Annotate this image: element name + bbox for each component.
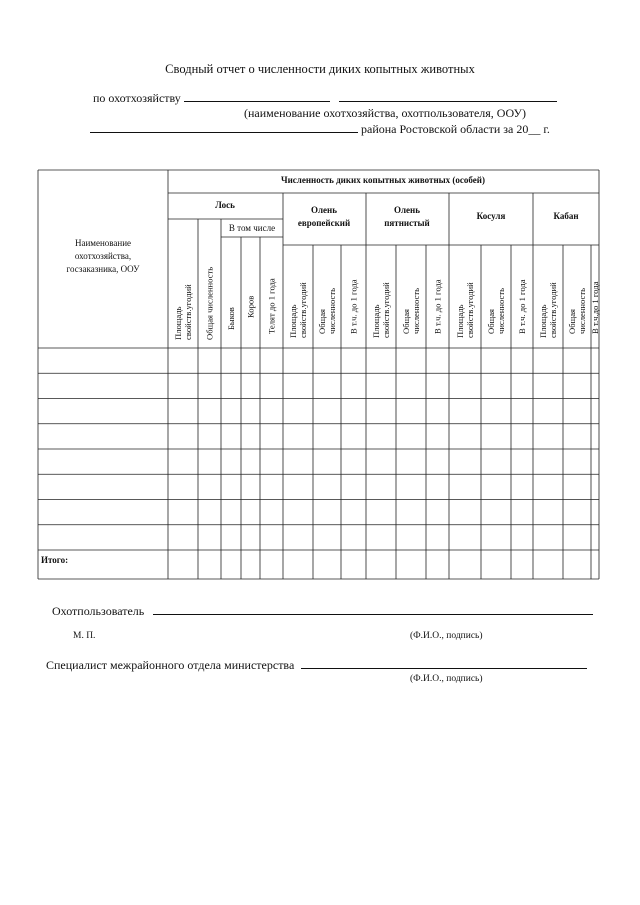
sub-area: Площадьсвойств.угодий xyxy=(173,284,193,340)
sub-total: Общая численность xyxy=(204,266,215,340)
hunting-farm-note: (наименование охотхозяйства, охотпользователя, ООУ) xyxy=(244,106,526,120)
sub-young: В т.ч. до 1 года xyxy=(432,279,443,334)
specialist-fio-caption: (Ф.И.О., подпись) xyxy=(410,674,483,684)
sub-cows: Коров xyxy=(245,295,256,318)
user-signature-line xyxy=(52,603,593,619)
sub-area: Площадьсвойств.угодий xyxy=(455,282,475,338)
row-header-label: охотхозяйства, xyxy=(74,251,132,261)
sub-total: Общаячисленность xyxy=(401,287,421,334)
row-header-label: госзаказника, ООУ xyxy=(66,264,140,274)
user-signature-blank[interactable] xyxy=(153,603,593,615)
hunting-farm-label: по охотхозяйству xyxy=(93,91,181,105)
specialist-signature-line xyxy=(46,657,587,673)
user-fio-caption: (Ф.И.О., подпись) xyxy=(410,631,483,641)
species-boar: Кабан xyxy=(553,211,579,221)
row-header-label: Наименование xyxy=(74,238,132,248)
species-sika-deer: Олень xyxy=(394,205,420,215)
sub-young: В т.ч. до 1 года xyxy=(348,279,359,334)
species-elk: Лось xyxy=(215,200,235,210)
document-title: Сводный отчет о численности диких копытных животных xyxy=(165,62,475,76)
sub-total: Общаячисленность xyxy=(486,287,506,334)
species-red-deer: Олень xyxy=(311,205,337,215)
sub-area: Площадьсвойств.угодий xyxy=(288,282,308,338)
total-row-label: Итого: xyxy=(41,555,69,565)
sub-area: Площадьсвойств.угодий xyxy=(371,282,391,338)
sub-young: В т.ч. до 1 года xyxy=(517,279,527,334)
sub-total: Общаячисленность xyxy=(567,287,587,334)
species-red-deer: европейский xyxy=(297,218,351,228)
user-label: Охотпользователь xyxy=(52,604,145,618)
in-total-label: В том числе xyxy=(228,223,276,233)
species-sika-deer: пятнистый xyxy=(384,218,430,228)
sub-area: Площадьсвойств.угодий xyxy=(538,282,558,338)
species-roe: Косуля xyxy=(476,211,506,221)
sub-calves: Телят до 1 года xyxy=(266,278,277,334)
district-label: района Ростовской области за 20__ г. xyxy=(361,122,550,136)
main-header: Численность диких копытных животных (особей) xyxy=(281,175,485,185)
stamp-place: М. П. xyxy=(73,631,96,641)
specialist-label: Специалист межрайонного отдела министерства xyxy=(46,658,295,672)
sub-bulls: Быков xyxy=(226,307,236,330)
specialist-signature-blank[interactable] xyxy=(301,657,587,669)
sub-total: Общаячисленность xyxy=(317,287,337,334)
sub-young: В т.ч.до 1 года xyxy=(590,281,600,334)
